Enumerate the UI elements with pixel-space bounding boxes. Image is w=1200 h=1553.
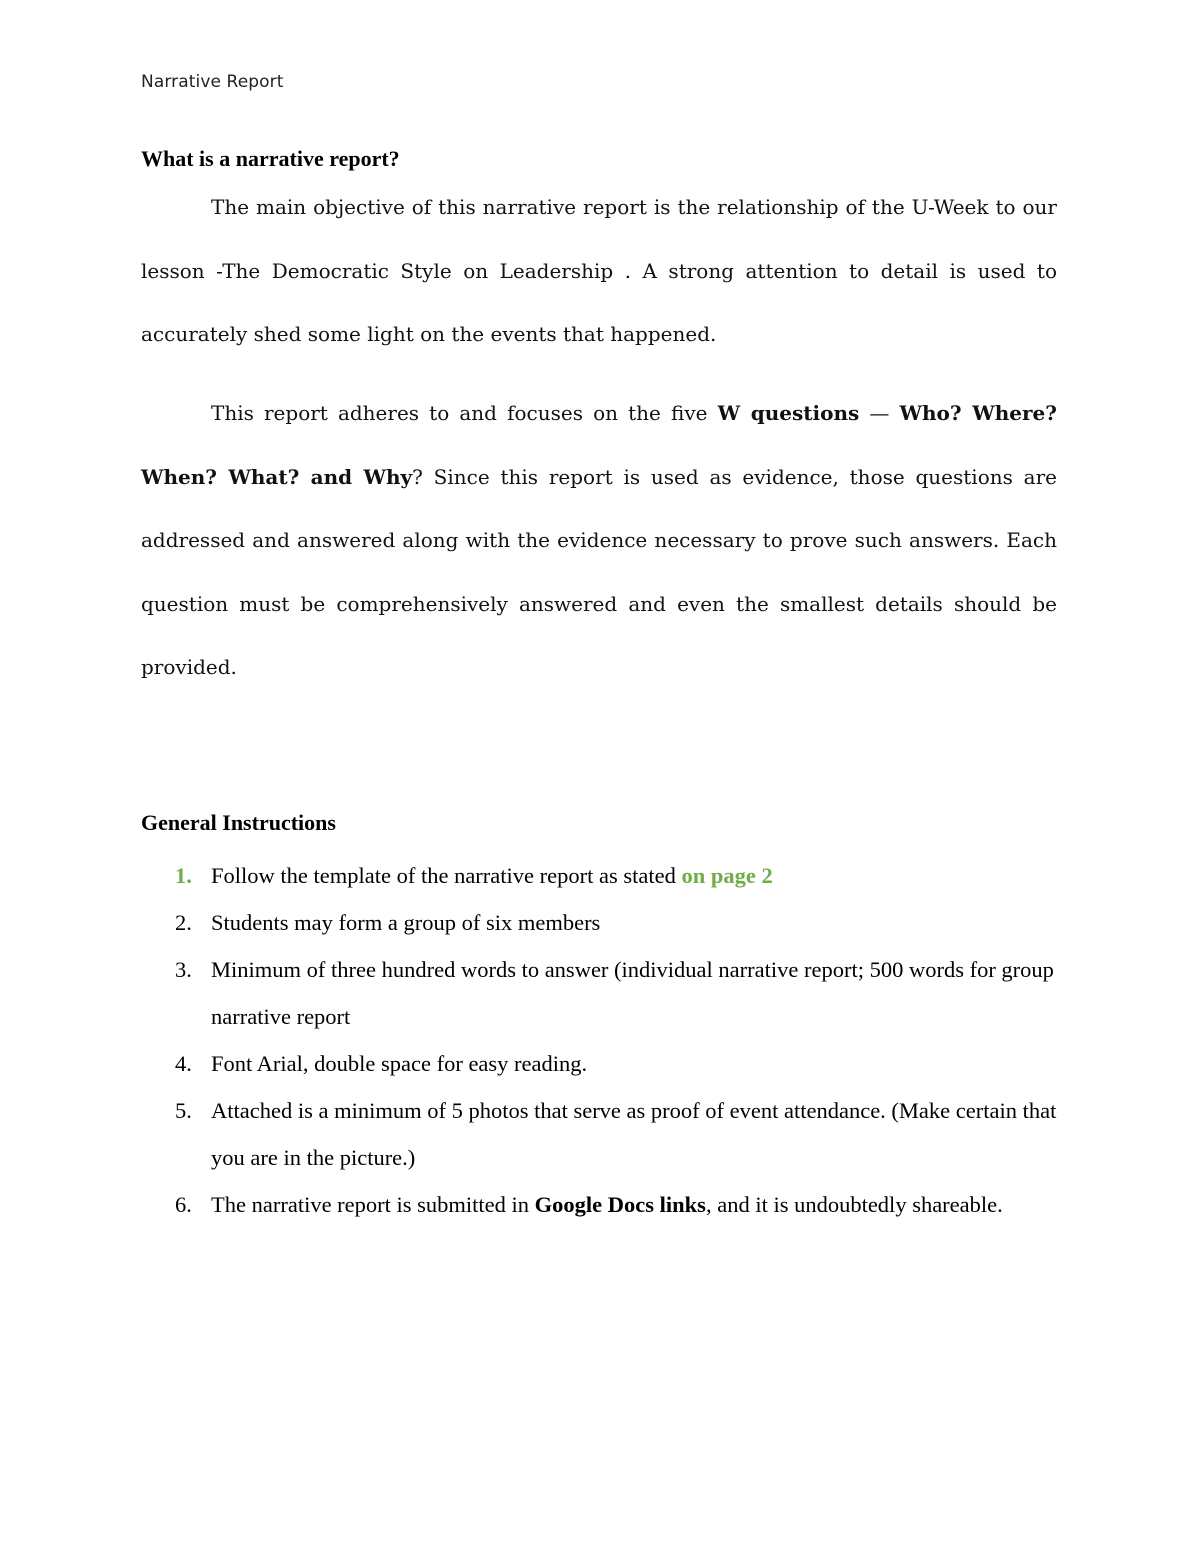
heading-what-is-narrative-report: What is a narrative report?: [141, 146, 400, 171]
paragraph-objective: The main objective of this narrative report is the relationship of the U-Week to our lesson -The Democratic Style on Leadership . A strong attention to detail is used to accurately shed some light on the events that happened.: [141, 195, 1057, 346]
list-item-text: Attached is a minimum of 5 photos that serve as proof of event attendance. (Make certain that you are in the picture.): [211, 1098, 1057, 1170]
list-item: [141, 946, 1071, 1040]
list-number: 2.: [175, 910, 192, 935]
list-item-text: Font Arial, double space for easy reading.: [211, 1051, 588, 1076]
list-item-text: Follow the template of the narrative report as stated: [211, 863, 682, 888]
five-w-dash: —: [859, 401, 900, 425]
list-item: [141, 852, 1071, 899]
list-item-text: The narrative report is submitted in: [211, 1192, 535, 1217]
list-number: 4.: [175, 1051, 192, 1076]
list-item: [141, 1040, 1071, 1087]
list-item: [141, 899, 1071, 946]
running-header: Narrative Report: [141, 72, 284, 92]
list-item-text-after: , and it is undoubtedly shareable.: [705, 1192, 1003, 1217]
instructions-list: [141, 852, 1071, 1228]
five-w-rest: ? Since this report is used as evidence, those questions are addressed and answered along with the evidence necessary to prove such answers. Each question must be comprehensively answered and even the smallest details should be provided.: [141, 464, 1057, 679]
list-number: 5.: [175, 1098, 192, 1123]
list-item-text: Students may form a group of six members: [211, 910, 601, 935]
list-item-text: Minimum of three hundred words to answer (individual narrative report; 500 words for group narrative report: [211, 957, 1054, 1029]
list-number: 3.: [175, 957, 192, 982]
five-w-bold-label: W questions: [717, 401, 860, 425]
page-reference-link[interactable]: on page 2: [681, 863, 773, 888]
list-item: [141, 1181, 1071, 1228]
list-number: 1.: [175, 863, 192, 888]
paragraph-five-w: [141, 382, 1057, 700]
google-docs-links-text: Google Docs links: [534, 1192, 706, 1217]
five-w-questions: Who? Where? When? What? and Why: [141, 401, 1057, 489]
heading-general-instructions: General Instructions: [141, 810, 336, 835]
list-number: 6.: [175, 1192, 192, 1217]
five-w-intro: This report adheres to and focuses on the five: [211, 401, 718, 425]
list-item: [141, 1087, 1071, 1181]
